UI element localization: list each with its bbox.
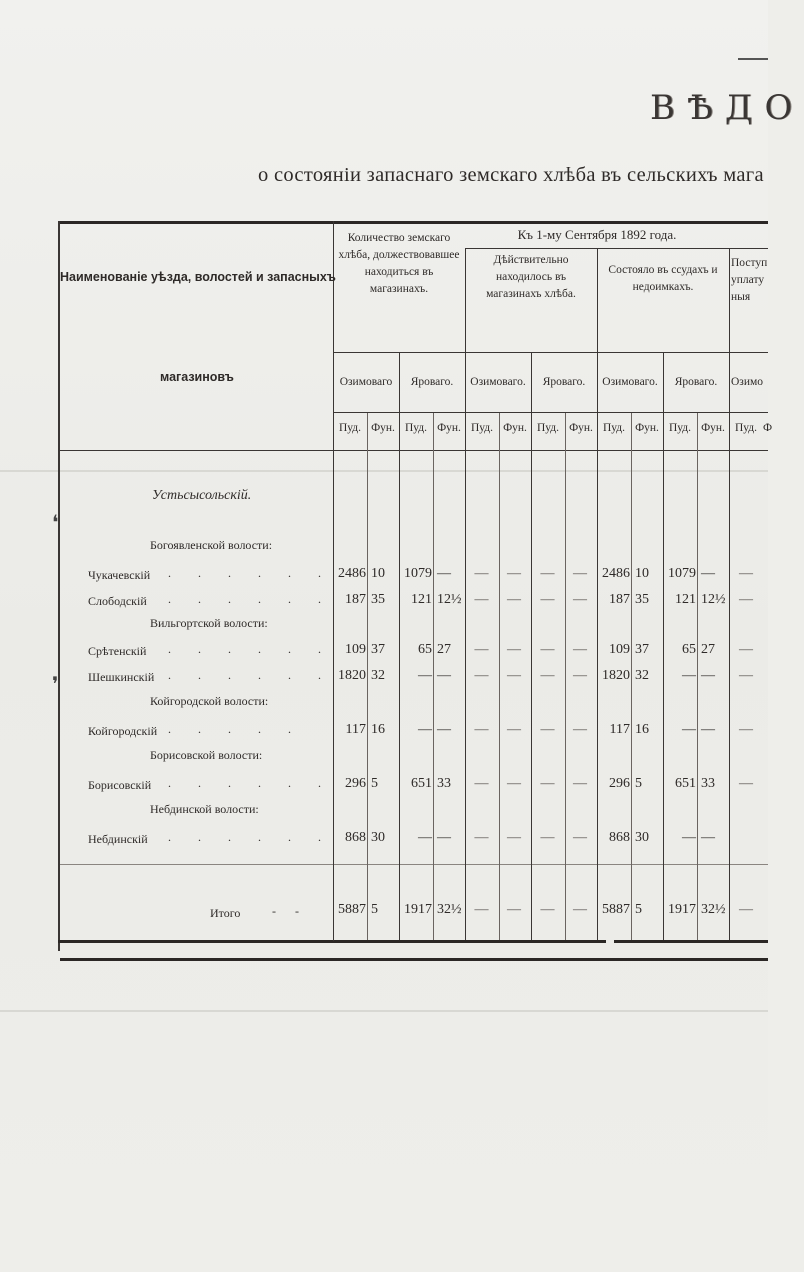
row-loan-s-fun: 27 [701,642,715,657]
total-act-s-pud: — [540,902,555,917]
group-header-loans: Состояло въ ссудахъ и недоимкахъ. [608,264,718,293]
row-rec: — [739,566,753,581]
name-column-header: Наименованiе уѣзда, волостей и запасныхъ [60,270,336,284]
total-act-w-pud: — [474,902,489,917]
row-act-w-fun: — [507,642,521,657]
header-line [465,248,768,249]
row-req-s-pud: 121 [411,592,432,607]
col-line [631,412,632,940]
total-separator [60,864,768,865]
unit-funt: Фун. [569,422,593,434]
group-header-received: Поступ уплату ныя [731,257,768,303]
row-act-s-fun: — [573,642,587,657]
subheader-winter: Озимоваго [339,376,393,388]
unit-pud: Пуд. [470,422,494,434]
row-req-s-fun: — [437,722,451,737]
row-req-s-fun: 12½ [437,592,462,607]
total-req-s-fun: 32½ [437,902,462,917]
unit-pud: Пуд. [338,422,362,434]
subheader-winter: Озимоваго. [602,376,658,388]
row-loan-w-pud: 2486 [602,566,630,581]
row-act-w-fun: — [507,830,521,845]
row-loan-s-fun: 12½ [701,592,726,607]
row-req-w-pud: 109 [345,642,366,657]
row-loan-s-pud: — [682,830,696,845]
total-loan-s-fun: 32½ [701,902,726,917]
row-req-w-pud: 296 [345,776,366,791]
unit-pud: Пуд. [536,422,560,434]
row-leaders: . . . . . . [168,592,333,606]
row-act-w-pud: — [474,722,489,737]
row-act-w-fun: — [507,592,521,607]
row-leaders: . . . . . [168,722,303,736]
row-loan-s-fun: — [701,830,715,845]
uezd-heading: Устьсысольскiй. [152,488,252,503]
row-name: Чукачевскiй [88,568,151,582]
row-act-w-fun: — [507,668,521,683]
row-loan-s-pud: — [682,668,696,683]
row-act-s-fun: — [573,592,587,607]
col-line [433,412,434,940]
row-rec: — [739,722,753,737]
row-loan-w-fun: 10 [635,566,649,581]
table-outer-bottom-rule [60,958,768,961]
group-header-actual: Дѣйствительно находилось въ магазинахъ хлѣба. [486,254,576,300]
unit-funt: Фун. [371,422,395,434]
total-leaders: - - [272,904,307,918]
total-rec: — [739,902,753,917]
document-subtitle: о состоянiи запаснаго земскаго хлѣба въ сельскихъ мага [258,164,764,186]
row-req-s-fun: — [437,668,451,683]
row-loan-s-pud: 65 [682,642,696,657]
row-req-s-fun: 27 [437,642,451,657]
col-line [697,412,698,940]
header-line [333,352,768,353]
date-header: Къ 1-му Сентября 1892 года. [517,227,677,242]
row-req-w-pud: 868 [345,830,366,845]
row-act-s-pud: — [540,642,555,657]
row-act-w-pud: — [474,566,489,581]
group-header-required: Количество земскаго хлѣба, должествовавшее находиться въ магазинахъ. [338,232,460,295]
row-req-s-pud: — [418,830,432,845]
row-loan-s-fun: — [701,722,715,737]
row-act-w-fun: — [507,776,521,791]
row-act-s-pud: — [540,830,555,845]
table-top-rule [58,221,768,224]
table-bottom-rule [614,940,768,943]
row-loan-s-fun: — [701,566,715,581]
unit-pud: Пуд. [734,422,758,434]
row-loan-w-pud: 117 [609,722,630,737]
margin-mark: ❜ [52,672,59,696]
row-req-w-fun: 32 [371,668,385,683]
row-loan-w-pud: 868 [609,830,630,845]
row-act-w-pud: — [474,592,489,607]
row-loan-s-fun: — [701,668,715,683]
header-line [333,412,768,413]
row-leaders: . . . . . . [168,830,333,844]
row-req-w-pud: 2486 [338,566,366,581]
total-req-s-pud: 1917 [404,902,432,917]
row-rec: — [739,642,753,657]
row-loan-s-pud: 121 [675,592,696,607]
row-act-w-pud: — [474,642,489,657]
table-left-border [58,221,60,951]
row-req-w-pud: 1820 [338,668,366,683]
row-req-w-pud: 187 [345,592,366,607]
row-req-w-fun: 10 [371,566,385,581]
row-req-s-pud: 65 [418,642,432,657]
row-req-w-fun: 37 [371,642,385,657]
row-act-s-fun: — [573,776,587,791]
row-act-w-fun: — [507,722,521,737]
section-heading: Богоявленской волости: [150,538,273,552]
row-act-s-fun: — [573,830,587,845]
row-leaders: . . . . . . [168,566,333,580]
row-act-s-pud: — [540,722,555,737]
total-act-w-fun: — [507,902,521,917]
row-req-s-fun: 33 [437,776,451,791]
unit-funt: Фун. [437,422,461,434]
subheader-spring: Яроваго. [542,376,586,388]
total-loan-w-fun: 5 [635,902,642,917]
row-act-s-pud: — [540,566,555,581]
unit-funt-cut: Ф [763,422,773,434]
row-act-w-pud: — [474,776,489,791]
total-act-s-fun: — [573,902,587,917]
header-dash [738,58,768,60]
row-loan-w-pud: 109 [609,642,630,657]
row-req-w-fun: 35 [371,592,385,607]
row-req-s-pud: — [418,668,432,683]
paper-fold [0,1010,768,1012]
header-bottom-line [60,450,768,451]
total-loan-w-pud: 5887 [602,902,630,917]
row-loan-w-fun: 37 [635,642,649,657]
row-loan-s-pud: — [682,722,696,737]
row-act-s-fun: — [573,722,587,737]
row-act-w-fun: — [507,566,521,581]
section-heading: Койгородской волости: [150,694,269,708]
row-act-s-pud: — [540,592,555,607]
row-leaders: . . . . . . [168,668,333,682]
row-req-w-fun: 5 [371,776,378,791]
row-req-s-pud: 1079 [404,566,432,581]
row-loan-w-fun: 32 [635,668,649,683]
subheader-winter: Озимоваго. [470,376,526,388]
row-rec: — [739,592,753,607]
row-name: Борисовскiй [88,778,152,792]
row-rec: — [739,776,753,791]
row-loan-w-fun: 30 [635,830,649,845]
row-act-s-pud: — [540,776,555,791]
row-loan-s-pud: 1079 [668,566,696,581]
unit-funt: Фун. [503,422,527,434]
subheader-spring: Яроваго. [410,376,454,388]
section-heading: Небдинской волости: [150,802,259,816]
table-bottom-rule [58,940,606,943]
row-loan-w-pud: 296 [609,776,630,791]
row-loan-w-fun: 16 [635,722,649,737]
unit-funt: Фун. [701,422,725,434]
row-req-s-pud: — [418,722,432,737]
row-req-s-pud: 651 [411,776,432,791]
row-act-s-fun: — [573,566,587,581]
row-name: Шешкинскiй [88,670,155,684]
row-name: Небдинскiй [88,832,148,846]
row-act-w-pud: — [474,830,489,845]
paper-fold [0,470,768,472]
total-req-w-fun: 5 [371,902,378,917]
document-title: ВѢДО [650,88,804,128]
margin-mark: ❛ [52,510,59,534]
unit-funt: Фун. [635,422,659,434]
total-req-w-pud: 5887 [338,902,366,917]
row-req-s-fun: — [437,566,451,581]
row-req-w-fun: 30 [371,830,385,845]
row-req-s-fun: — [437,830,451,845]
row-loan-w-pud: 187 [609,592,630,607]
unit-pud: Пуд. [668,422,692,434]
row-leaders: . . . . . . [168,776,333,790]
row-leaders: . . . . . . [168,642,333,656]
row-name: Слободскiй [88,594,147,608]
section-heading: Вильгортской волости: [150,616,268,630]
row-act-s-pud: — [540,668,555,683]
unit-pud: Пуд. [404,422,428,434]
unit-pud: Пуд. [602,422,626,434]
row-rec: — [739,668,753,683]
row-act-s-fun: — [573,668,587,683]
row-name: Койгородскiй [88,724,158,738]
row-loan-s-fun: 33 [701,776,715,791]
row-loan-s-pud: 651 [675,776,696,791]
subheader-spring: Яроваго. [674,376,718,388]
row-req-w-fun: 16 [371,722,385,737]
col-line [367,412,368,940]
subheader-winter-cut: Озимо [731,376,764,388]
row-act-w-pud: — [474,668,489,683]
section-heading: Борисовской волости: [150,748,263,762]
row-name: Срѣтенскiй [88,644,147,658]
row-req-w-pud: 117 [345,722,366,737]
row-loan-w-pud: 1820 [602,668,630,683]
row-loan-w-fun: 5 [635,776,642,791]
total-label: Итого [210,906,241,920]
row-loan-w-fun: 35 [635,592,649,607]
total-loan-s-pud: 1917 [668,902,696,917]
name-column-header-line2: магазиновъ [160,370,234,384]
